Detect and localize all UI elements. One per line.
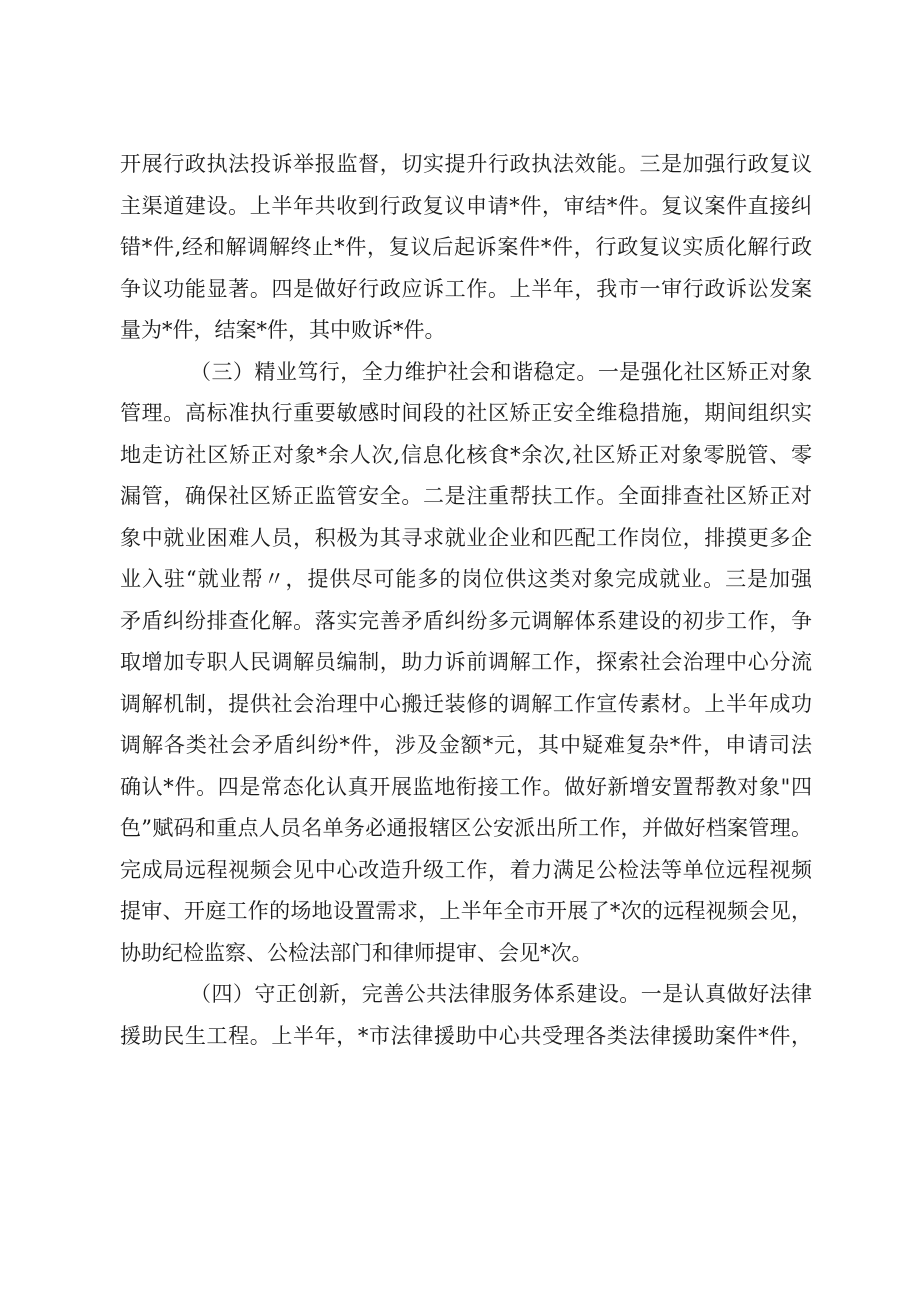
text-line: 取增加专职人民调解员编制，助力诉前调解工作，探索社会治理中心分流 xyxy=(120,650,812,674)
text-line: 提审、开庭工作的场地设置需求，上半年全市开展了*次的远程视频会见， xyxy=(120,899,812,923)
section-heading-line: （四）守正创新，完善公共法律服务体系建设。一是认真做好法律 xyxy=(190,982,812,1006)
text-line: 争议功能显著。四是做好行政应诉工作。上半年，我市一审行政诉讼发案 xyxy=(120,276,812,301)
section-heading-line: （三）精业笃行，全力维护社会和谐稳定。一是强化社区矫正对象 xyxy=(190,359,812,384)
text-line: 调解各类社会矛盾纠纷*件，涉及金额*元，其中疑难复杂*件，申请司法 xyxy=(120,733,812,757)
text-line: 管理。高标准执行重要敏感时间段的社区矫正安全维稳措施，期间组织实 xyxy=(120,401,812,425)
text-line: 主渠道建设。上半年共收到行政复议申请*件，审结*件。复议案件直接纠 xyxy=(120,193,812,218)
text-line: 援助民生工程。上半年，*市法律援助中心共受理各类法律援助案件*件， xyxy=(120,1023,812,1048)
text-line: 错*件,经和解调解终止*件，复议后起诉案件*件，行政复议实质化解行政 xyxy=(120,235,812,259)
text-line: 完成局远程视频会见中心改造升级工作，着力满足公检法等单位远程视频 xyxy=(120,857,812,882)
text-line: 漏管，确保社区矫正监管安全。二是注重帮扶工作。全面排查社区矫正对 xyxy=(120,484,812,508)
text-line: 确认*件。四是常态化认真开展监地衔接工作。做好新增安置帮教对象"四 xyxy=(120,774,812,799)
text-line: 量为*件，结案*件，其中败诉*件。 xyxy=(120,318,446,342)
text-line: 协助纪检监察、公检法部门和律师提审、会见*次。 xyxy=(120,940,593,965)
document-body xyxy=(120,144,812,1057)
text-line: 地走访社区矫正对象*余人次,信息化核食*余次,社区矫正对象零脱管、零 xyxy=(120,442,812,467)
text-line: 矛盾纠纷排查化解。落实完善矛盾纠纷多元调解体系建设的初步工作，争 xyxy=(120,608,812,633)
text-line: 调解机制，提供社会治理中心搬迁装修的调解工作宣传素材。上半年成功 xyxy=(120,691,812,716)
text-line: 开展行政执法投诉举报监督，切实提升行政执法效能。三是加强行政复议 xyxy=(120,152,812,176)
text-line: 色”赋码和重点人员名单务必通报辖区公安派出所工作，并做好档案管理。 xyxy=(120,816,812,840)
text-line: 业入驻“就业帮〃，提供尽可能多的岗位供这类对象完成就业。三是加强 xyxy=(120,567,812,591)
text-line: 象中就业困难人员，积极为其寻求就业企业和匹配工作岗位，排摸更多企 xyxy=(120,525,812,550)
